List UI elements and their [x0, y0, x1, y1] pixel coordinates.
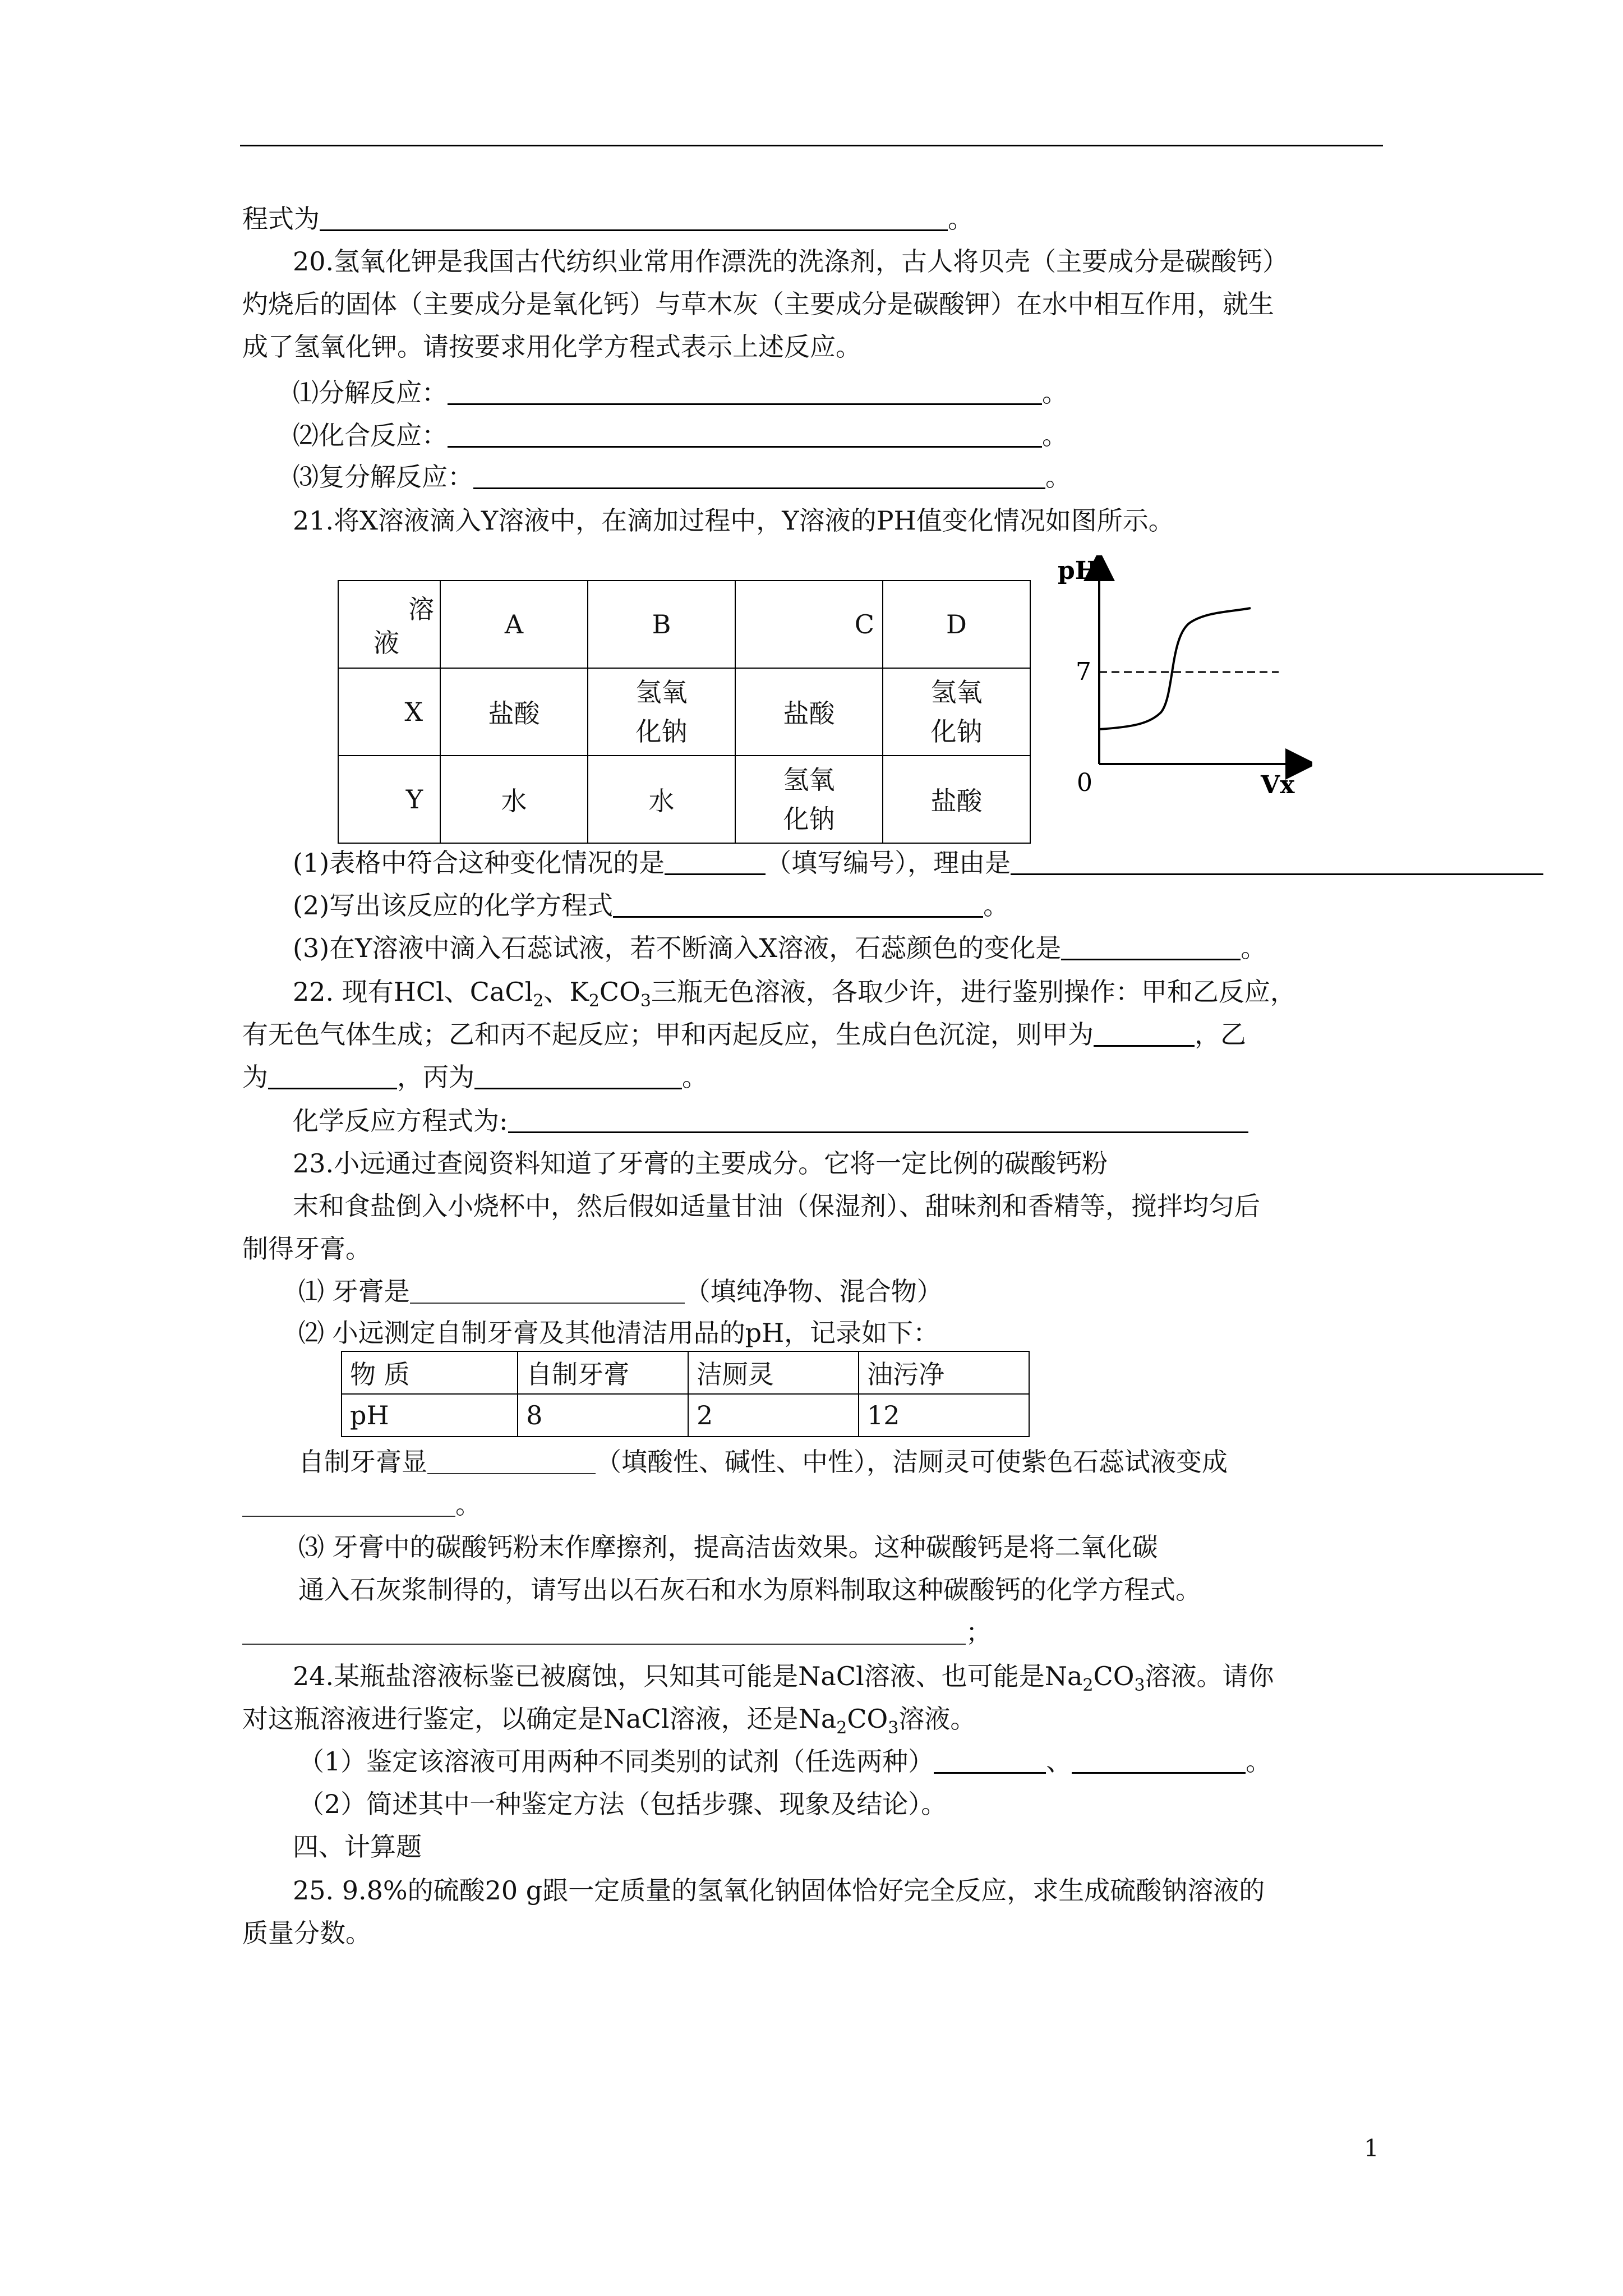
text: CO: [1093, 1661, 1135, 1691]
q24-sub-2: （2）简述其中一种鉴定方法（包括步骤、现象及结论）。: [298, 1789, 947, 1819]
table-header-cell: D: [883, 581, 1030, 668]
period: 。: [682, 1062, 708, 1092]
answer-blank[interactable]: [1072, 1746, 1246, 1774]
text: 为: [242, 1062, 268, 1092]
text: （填纯净物、混合物）: [684, 1276, 943, 1306]
text: 24.某瓶盐溶液标鉴已被腐蚀，只知其可能是NaCl溶液、也可能是Na: [293, 1661, 1083, 1691]
table-cell: 盐酸: [735, 668, 883, 756]
text: 溶液。: [898, 1704, 976, 1734]
text: CO: [847, 1704, 888, 1734]
text: CO: [599, 977, 640, 1007]
table-row: [338, 668, 1030, 756]
table-cell: 氢氧 化钠: [883, 668, 1030, 756]
table-cell: 12: [859, 1394, 1029, 1437]
q22-line-2: [242, 1018, 1246, 1051]
answer-blank[interactable]: [474, 1062, 682, 1089]
reference-label: 7: [1076, 657, 1091, 686]
answer-blank[interactable]: [448, 378, 1042, 405]
table-row: [342, 1351, 1029, 1394]
q21-sub-3: [293, 931, 1266, 965]
period: 。: [1042, 378, 1068, 408]
period: 。: [983, 890, 1009, 921]
subscript: 3: [640, 991, 651, 1011]
q21-table: [338, 580, 1031, 844]
table-corner-cell: [338, 581, 440, 668]
subscript: 2: [533, 991, 544, 1011]
text: 自制牙膏显: [298, 1447, 427, 1477]
corner-bottom-text: 液: [374, 628, 399, 658]
table-header-cell: 自制牙膏: [518, 1351, 688, 1394]
text: 溶液。请你: [1145, 1661, 1274, 1691]
q20-line-2: 灼烧后的固体（主要成分是氧化钙）与草木灰（主要成分是碳酸钾）在水中相互作用，就生: [242, 289, 1274, 319]
text: 22. 现有HCl、CaCl: [293, 977, 533, 1007]
x-axis-label: Vx: [1261, 771, 1295, 799]
q23-sub-3-answer: [242, 1616, 992, 1649]
text: （填酸性、碱性、中性），洁厕灵可使紫色石蕊试液变成: [596, 1447, 1228, 1477]
subscript: 2: [588, 991, 600, 1011]
table-header-cell: B: [588, 581, 735, 668]
origin-label: 0: [1077, 769, 1092, 797]
answer-blank[interactable]: [1094, 1019, 1195, 1047]
text: 三瓶无色溶液，各取少许，进行鉴别操作：甲和乙反应，: [651, 977, 1296, 1007]
q21-sub-2: [293, 889, 1009, 922]
table-row: [342, 1394, 1029, 1437]
answer-blank[interactable]: [410, 1277, 685, 1304]
q23-line-2: 末和食盐倒入小烧杯中，然后假如适量甘油（保湿剂）、甜味剂和香精等，搅拌均匀后: [293, 1191, 1260, 1221]
q20-part-label: ⑴分解反应：: [293, 378, 448, 408]
table-header-cell: 物 质: [342, 1351, 518, 1394]
table-cell: 氢氧 化钠: [588, 668, 735, 756]
q24-line-1: [293, 1659, 1274, 1693]
ph-curve: [1099, 608, 1251, 729]
page-number: 1: [1364, 2134, 1379, 2162]
answer-blank[interactable]: [242, 1490, 455, 1517]
answer-blank[interactable]: [320, 204, 948, 231]
semicolon: ；: [966, 1617, 992, 1648]
table-cell: 氢氧 化钠: [735, 756, 883, 843]
section-heading: 四、计算题: [293, 1832, 422, 1862]
y-axis-label: pH: [1058, 556, 1099, 585]
q21-sub-1: [293, 846, 1543, 880]
table-header-cell: 洁厕灵: [688, 1351, 859, 1394]
answer-blank[interactable]: [242, 1618, 966, 1645]
q23-sub-3-line-1: ⑶ 牙膏中的碳酸钙粉末作摩擦剂，提高洁齿效果。这种碳酸钙是将二氧化碳: [298, 1532, 1158, 1562]
text: （1）鉴定该溶液可用两种不同类别的试剂（任选两种）: [298, 1746, 934, 1777]
subscript: 3: [1134, 1676, 1145, 1695]
answer-blank[interactable]: [427, 1447, 596, 1474]
top-fragment-suffix: 。: [948, 204, 974, 234]
period: 。: [1241, 933, 1267, 963]
top-fragment-prefix: 程式为: [242, 204, 320, 234]
q20-line-1: 20.氢氧化钾是我国古代纺织业常用作漂洗的洗涤剂，古人将贝壳（主要成分是碳酸钙）: [293, 246, 1289, 277]
q20-part-3: [293, 460, 1071, 494]
q23-line-1: 23.小远通过查阅资料知道了牙膏的主要成分。它将一定比例的碳酸钙粉: [293, 1148, 1108, 1179]
table-cell: pH: [342, 1394, 518, 1437]
q20-part-label: ⑵化合反应：: [293, 420, 448, 450]
q22-line-4: [293, 1104, 1248, 1138]
period: 。: [1042, 420, 1068, 450]
q23-after-table: [298, 1445, 1228, 1479]
period: 。: [455, 1489, 481, 1520]
q22-line-3: [242, 1060, 708, 1094]
table-cell: 水: [440, 756, 588, 843]
period: 。: [1045, 462, 1071, 492]
text: 有无色气体生成；乙和丙不起反应；甲和丙起反应，生成白色沉淀，则甲为: [242, 1019, 1094, 1050]
q23-sub-3-line-2: 通入石灰浆制得的，请写出以石灰石和水为原料制取这种碳酸钙的化学方程式。: [298, 1575, 1201, 1605]
text: ，丙为: [397, 1062, 474, 1092]
answer-blank[interactable]: [613, 890, 983, 918]
table-header-cell: 油污净: [859, 1351, 1029, 1394]
q25-line-1: 25. 9.8%的硫酸20 g跟一定质量的氢氧化钠固体恰好完全反应，求生成硫酸钠溶液的: [293, 1875, 1265, 1906]
subscript: 2: [836, 1718, 847, 1738]
table-cell: 2: [688, 1394, 859, 1437]
q23-line-3: 制得牙膏。: [242, 1234, 371, 1264]
q21-intro: 21.将X溶液滴入Y溶液中，在滴加过程中，Y溶液的PH值变化情况如图所示。: [293, 505, 1174, 536]
q20-part-2: [293, 418, 1068, 452]
table-cell: 水: [588, 756, 735, 843]
text: 对这瓶溶液进行鉴定，以确定是NaCl溶液，还是Na: [242, 1704, 837, 1734]
row-label-y: Y: [338, 756, 440, 843]
answer-blank[interactable]: [268, 1062, 397, 1089]
subscript: 2: [1082, 1676, 1094, 1695]
q21-sub-3-text: (3)在Y溶液中滴入石蕊试液，若不断滴入X溶液，石蕊颜色的变化是: [293, 933, 1062, 963]
table-row: [338, 756, 1030, 843]
q21-sub-1-mid: （填写编号），理由是: [766, 848, 1011, 878]
answer-blank[interactable]: [934, 1746, 1046, 1774]
text: ⑴ 牙膏是: [298, 1276, 410, 1306]
corner-top-text: 溶: [408, 594, 435, 624]
text: 、: [1046, 1746, 1072, 1777]
answer-blank[interactable]: [473, 462, 1045, 489]
q20-part-label: ⑶复分解反应：: [293, 462, 473, 492]
text: 、K: [543, 977, 589, 1007]
q25-line-2: 质量分数。: [242, 1918, 371, 1948]
row-label-x: X: [338, 668, 440, 756]
q24-sub-1: [298, 1745, 1271, 1778]
q23-table: [341, 1351, 1030, 1437]
q23-sub-1: [298, 1274, 943, 1308]
ph-curve-graph: [1054, 555, 1312, 802]
q24-line-2: [242, 1702, 976, 1736]
text: ，乙: [1195, 1019, 1246, 1050]
q23-after-table-cont: [242, 1488, 481, 1521]
q22-line-1: [293, 975, 1296, 1009]
subscript: 3: [888, 1718, 899, 1738]
table-cell: 盐酸: [440, 668, 588, 756]
answer-blank[interactable]: [448, 420, 1042, 448]
table-cell: 盐酸: [883, 756, 1030, 843]
answer-blank[interactable]: [508, 1106, 1248, 1133]
q23-sub-2: ⑵ 小远测定自制牙膏及其他清洁用品的pH，记录如下：: [298, 1318, 939, 1348]
q20-part-1: [293, 376, 1068, 409]
q20-line-3: 成了氢氧化钾。请按要求用化学方程式表示上述反应。: [242, 332, 861, 362]
answer-blank[interactable]: [1061, 933, 1241, 960]
header-rule: [240, 145, 1383, 146]
period: 。: [1246, 1746, 1272, 1777]
table-header-cell: A: [440, 581, 588, 668]
table-header-cell: C: [735, 581, 883, 668]
top-fragment: [242, 202, 974, 236]
table-row: [338, 581, 1030, 668]
text: 化学反应方程式为:: [293, 1106, 508, 1136]
answer-blank[interactable]: [665, 848, 766, 875]
q21-sub-1-text: (1)表格中符合这种变化情况的是: [293, 848, 665, 878]
q21-sub-2-text: (2)写出该反应的化学方程式: [293, 890, 614, 921]
table-cell: 8: [518, 1394, 688, 1437]
answer-blank[interactable]: [1011, 848, 1543, 875]
